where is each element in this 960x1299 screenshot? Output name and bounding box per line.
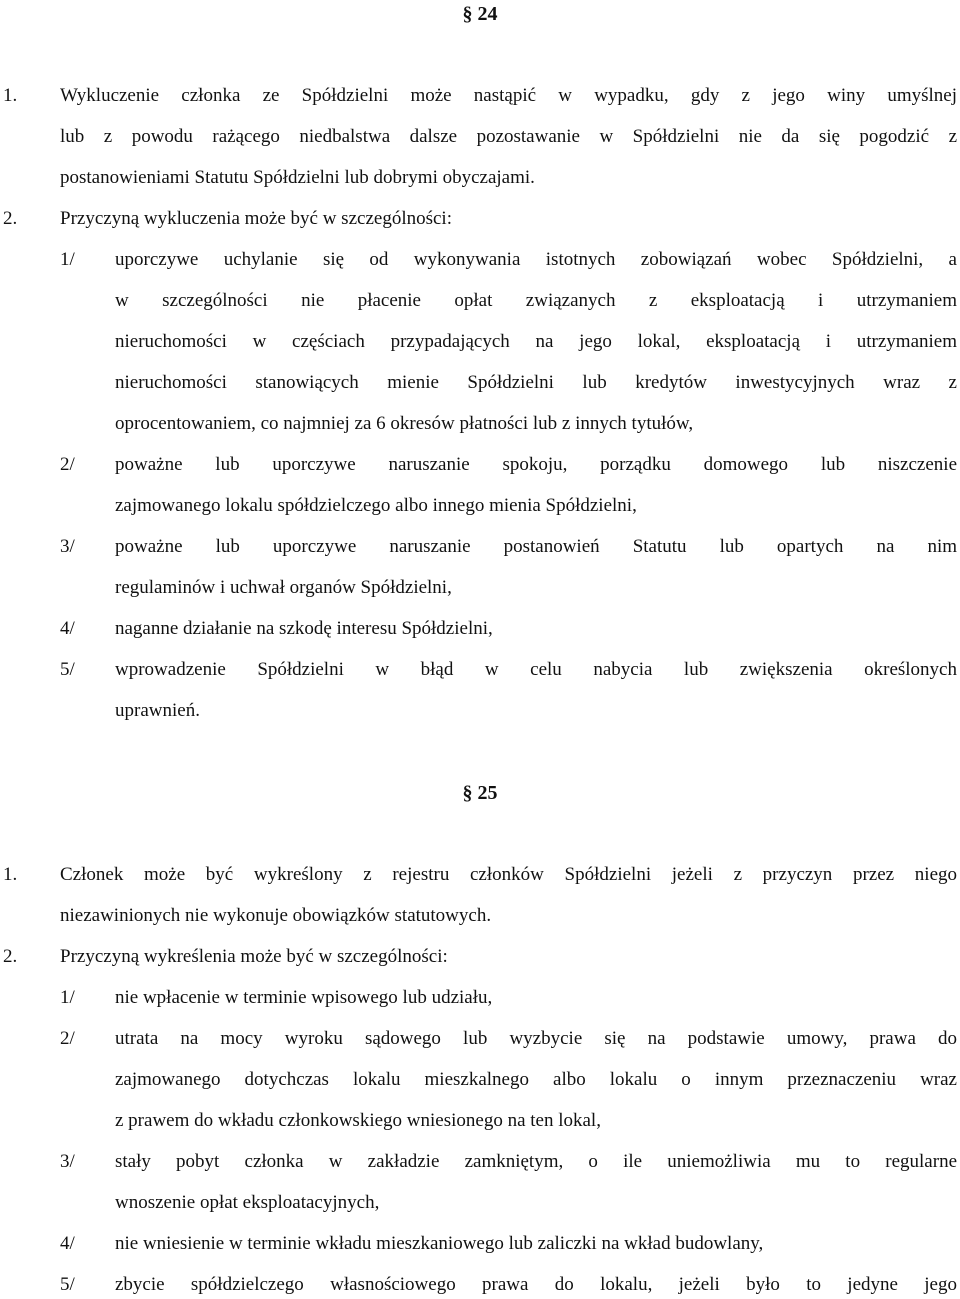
list-item-line: uprawnień.	[115, 700, 200, 721]
list-item-line: zbycie spółdzielczego własnościowego prawa do lokalu, jeżeli było to jedyne jego	[115, 1274, 957, 1295]
item-number: 2.	[3, 946, 18, 967]
section-heading-25: § 25	[462, 782, 498, 804]
list-item-line: utrata na mocy wyroku sądowego lub wyzbycie się na podstawie umowy, prawa do	[115, 1028, 957, 1049]
list-item-line: nieruchomości w częściach przypadających na jego lokal, eksploatacją i utrzymaniem	[115, 331, 957, 352]
item-number: 1.	[3, 85, 18, 106]
list-item-line: uporczywe uchylanie się od wykonywania istotnych zobowiązań wobec Spółdzielni, a	[115, 249, 957, 270]
sub-item-number: 4/	[60, 1233, 75, 1254]
list-item-line: z prawem do wkładu członkowskiego wniesionego na ten lokal,	[115, 1110, 601, 1131]
list-item-line: w szczególności nie płacenie opłat związanych z eksploatacją i utrzymaniem	[115, 290, 957, 311]
list-item-line: naganne działanie na szkodę interesu Spółdzielni,	[115, 618, 493, 639]
paragraph-line: postanowieniami Statutu Spółdzielni lub dobrymi obyczajami.	[60, 167, 535, 188]
sub-item-number: 4/	[60, 618, 75, 639]
sub-item-number: 1/	[60, 249, 75, 270]
item-number: 2.	[3, 208, 18, 229]
list-item-line: zajmowanego lokalu spółdzielczego albo innego mienia Spółdzielni,	[115, 495, 637, 516]
sub-item-number: 1/	[60, 987, 75, 1008]
list-item-line: stały pobyt członka w zakładzie zamkniętym, o ile uniemożliwia mu to regularne	[115, 1151, 957, 1172]
list-item-line: nie wniesienie w terminie wkładu mieszkaniowego lub zaliczki na wkład budowlany,	[115, 1233, 764, 1254]
paragraph-line: Członek może być wykreślony z rejestru członków Spółdzielni jeżeli z przyczyn przez niego	[60, 864, 957, 885]
sub-item-number: 2/	[60, 1028, 75, 1049]
item-number: 1.	[3, 864, 18, 885]
list-item-line: wnoszenie opłat eksploatacyjnych,	[115, 1192, 380, 1213]
sub-item-number: 3/	[60, 536, 75, 557]
paragraph-line: Wykluczenie członka ze Spółdzielni może nastąpić w wypadku, gdy z jego winy umyślnej	[60, 85, 957, 106]
list-item-line: nie wpłacenie w terminie wpisowego lub udziału,	[115, 987, 493, 1008]
paragraph-line: niezawinionych nie wykonuje obowiązków statutowych.	[60, 905, 492, 926]
paragraph-line: Przyczyną wykreślenia może być w szczególności:	[60, 946, 448, 967]
list-item-line: poważne lub uporczywe naruszanie postanowień Statutu lub opartych na nim	[115, 536, 957, 557]
list-item-line: nieruchomości stanowiących mienie Spółdzielni lub kredytów inwestycyjnych wraz z	[115, 372, 957, 393]
list-item-line: poważne lub uporczywe naruszanie spokoju, porządku domowego lub niszczenie	[115, 454, 957, 475]
paragraph-line: lub z powodu rażącego niedbalstwa dalsze pozostawanie w Spółdzielni nie da się pogodzić z	[60, 126, 957, 147]
sub-item-number: 2/	[60, 454, 75, 475]
sub-item-number: 5/	[60, 1274, 75, 1295]
list-item-line: zajmowanego dotychczas lokalu mieszkalnego albo lokalu o innym przeznaczeniu wraz	[115, 1069, 957, 1090]
paragraph-line: Przyczyną wykluczenia może być w szczególności:	[60, 208, 452, 229]
list-item-line: oprocentowaniem, co najmniej za 6 okresów płatności lub z innych tytułów,	[115, 413, 694, 434]
list-item-line: wprowadzenie Spółdzielni w błąd w celu nabycia lub zwiększenia określonych	[115, 659, 957, 680]
sub-item-number: 3/	[60, 1151, 75, 1172]
sub-item-number: 5/	[60, 659, 75, 680]
section-heading-24: § 24	[462, 3, 498, 25]
list-item-line: regulaminów i uchwał organów Spółdzielni,	[115, 577, 452, 598]
